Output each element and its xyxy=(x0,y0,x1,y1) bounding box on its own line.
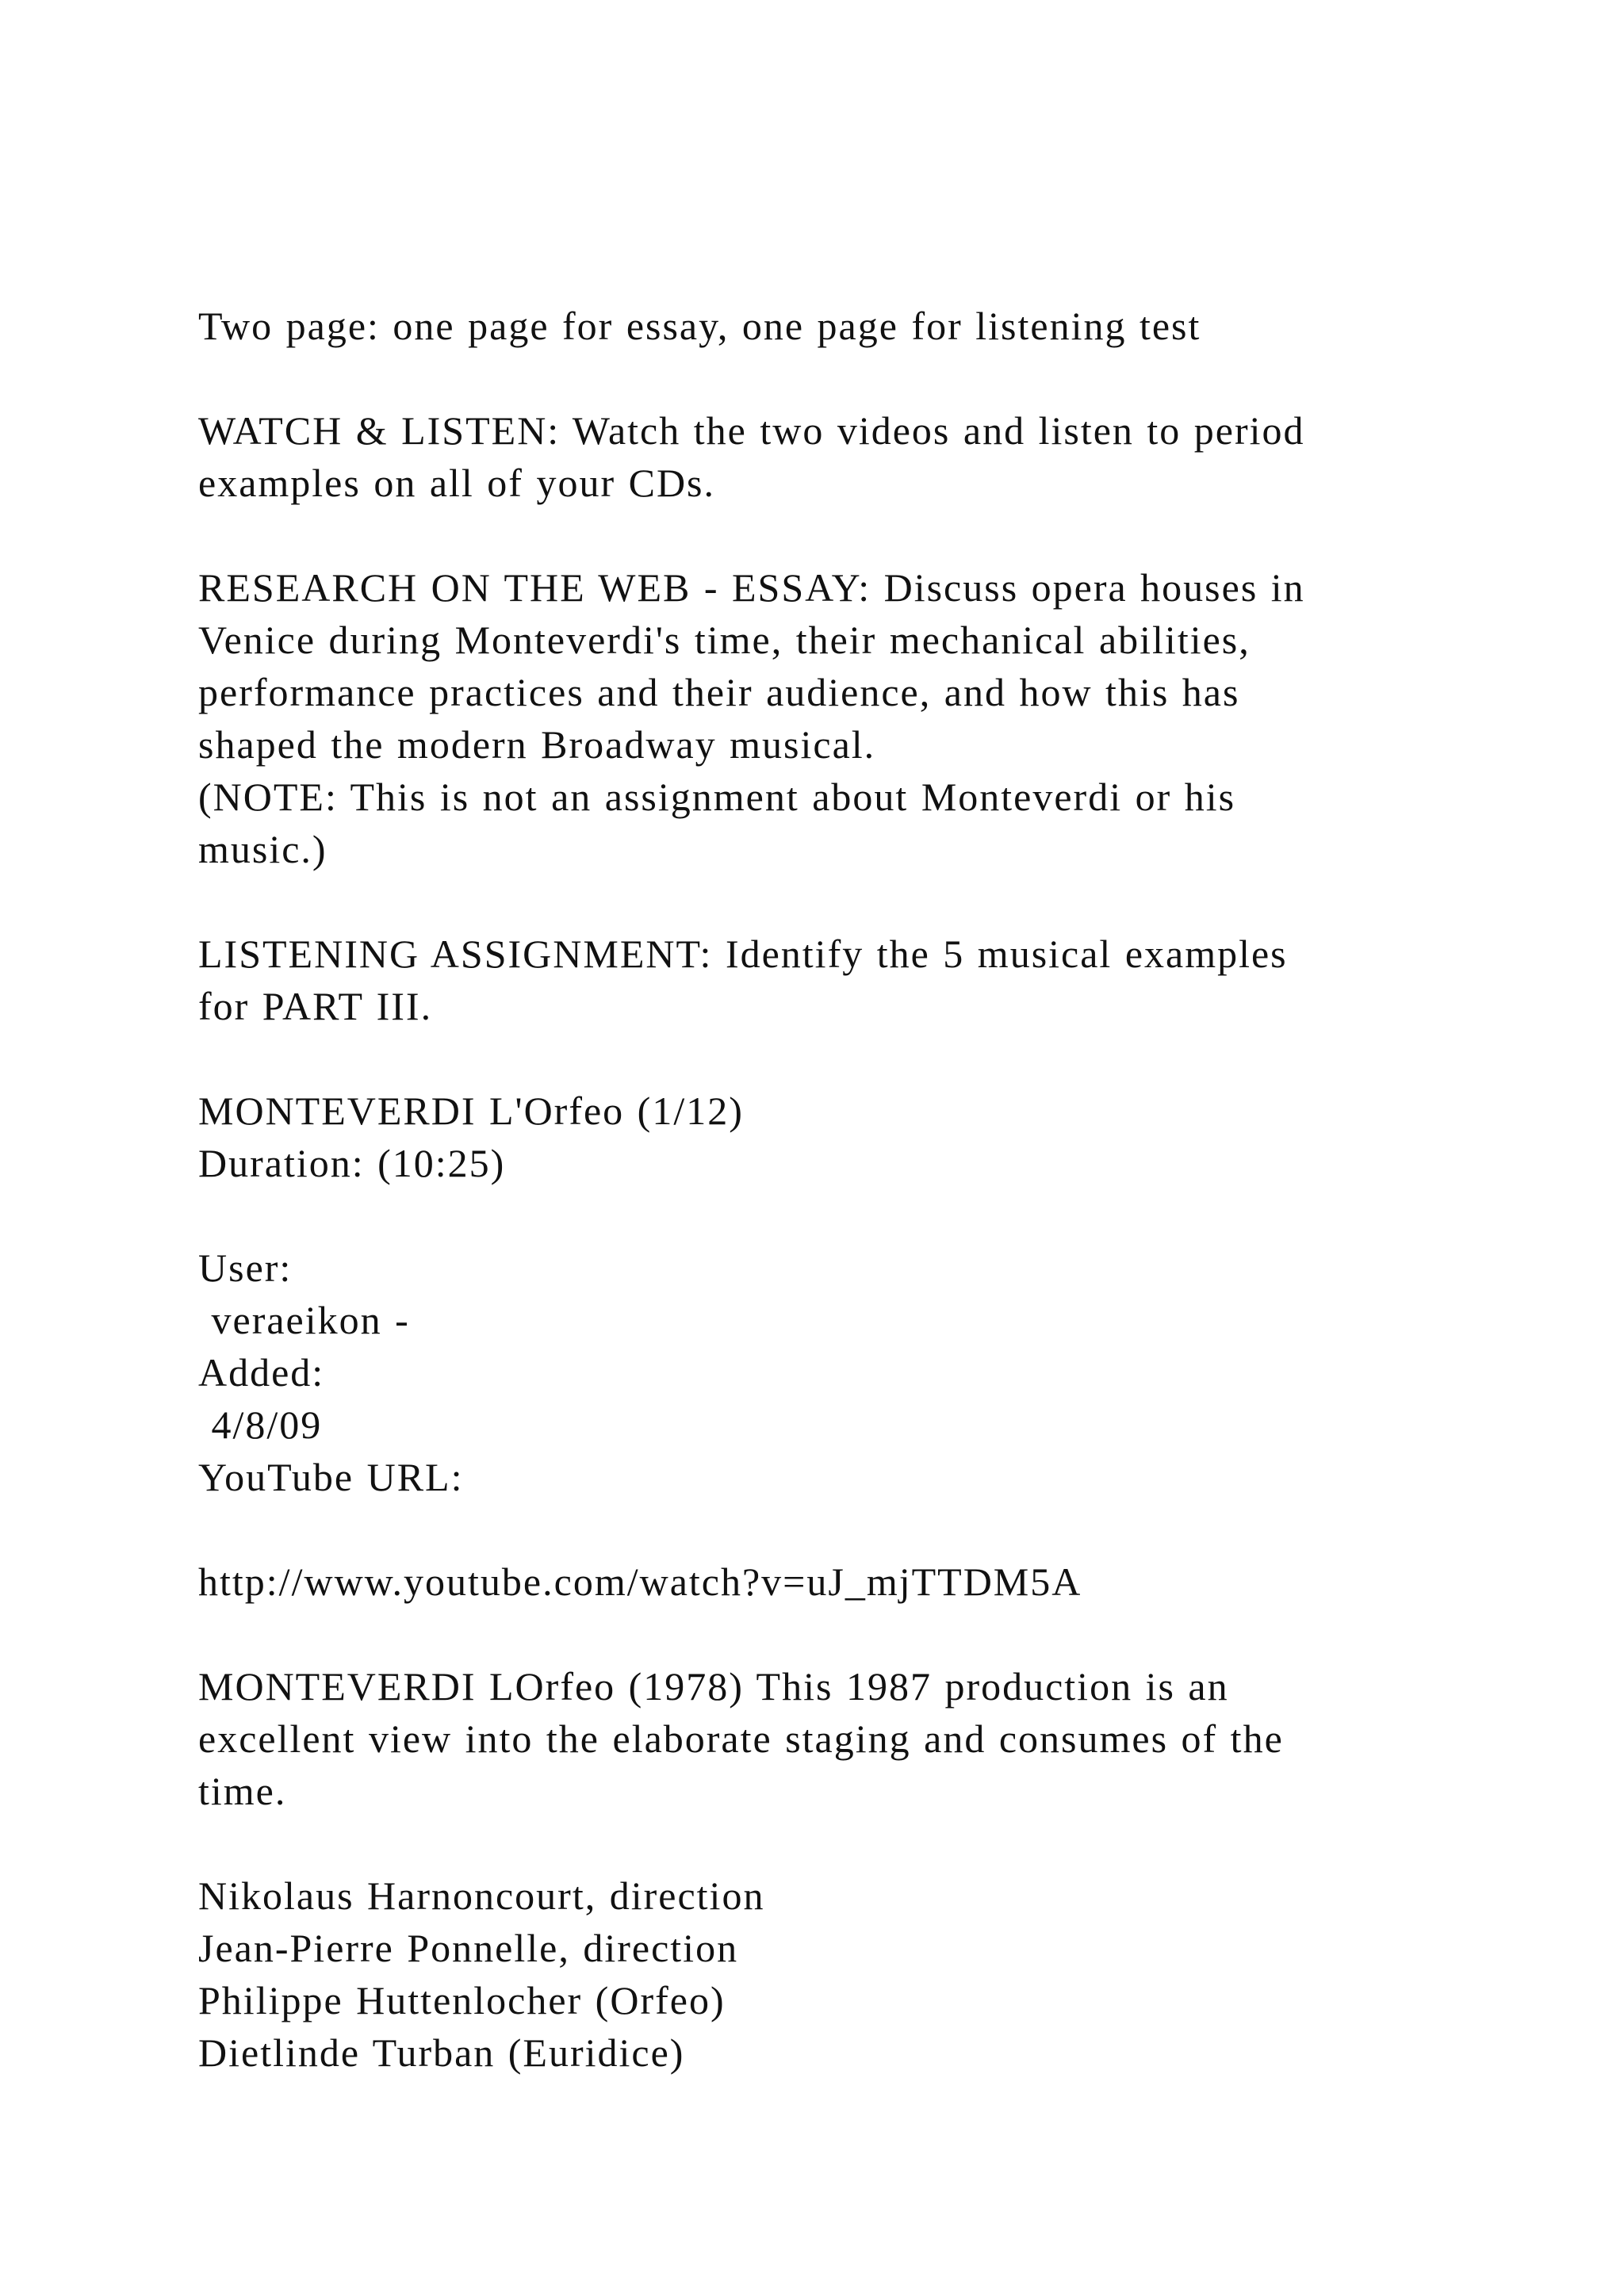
blank-line xyxy=(198,352,1435,404)
blank-line xyxy=(198,875,1435,928)
video-duration: Duration: (10:25) xyxy=(198,1141,506,1185)
blank-line xyxy=(198,1817,1435,1869)
note-line-1: (NOTE: This is not an assignment about Monteverdi or his xyxy=(198,775,1236,819)
production-line-1: MONTEVERDI LOrfeo (1978) This 1987 production is an xyxy=(198,1664,1229,1709)
credit-line: Nikolaus Harnoncourt, direction xyxy=(198,1873,765,1918)
blank-line xyxy=(198,1503,1435,1556)
listening-assignment-line-2: for PART III. xyxy=(198,984,433,1028)
watch-listen-line-2: examples on all of your CDs. xyxy=(198,461,716,505)
research-line-1: RESEARCH ON THE WEB - ESSAY: Discuss opera houses in xyxy=(198,565,1305,610)
video-title: MONTEVERDI L'Orfeo (1/12) xyxy=(198,1089,744,1133)
credit-line: Philippe Huttenlocher (Orfeo) xyxy=(198,1978,726,2022)
youtube-url-link[interactable]: http://www.youtube.com/watch?v=uJ_mjTTDM5A xyxy=(198,1559,1082,1604)
research-line-4: shaped the modern Broadway musical. xyxy=(198,722,876,767)
research-line-2: Venice during Monteverdi's time, their mechanical abilities, xyxy=(198,618,1251,662)
production-line-3: time. xyxy=(198,1769,287,1813)
user-value: veraeikon - xyxy=(198,1298,410,1342)
blank-line xyxy=(198,1189,1435,1242)
blank-line xyxy=(198,1608,1435,1660)
added-value: 4/8/09 xyxy=(198,1402,323,1447)
listening-assignment-line-1: LISTENING ASSIGNMENT: Identify the 5 musical examples xyxy=(198,932,1288,976)
document-body xyxy=(198,300,1435,2079)
user-label: User: xyxy=(198,1246,293,1290)
research-line-3: performance practices and their audience, and how this has xyxy=(198,670,1240,714)
blank-line xyxy=(198,509,1435,561)
credit-line: Jean-Pierre Ponnelle, direction xyxy=(198,1926,739,1970)
note-line-2: music.) xyxy=(198,827,327,871)
added-label: Added: xyxy=(198,1350,325,1395)
blank-line xyxy=(198,1032,1435,1085)
credit-line: Dietlinde Turban (Euridice) xyxy=(198,2030,685,2075)
watch-listen-line-1: WATCH & LISTEN: Watch the two videos and listen to period xyxy=(198,408,1305,453)
youtube-url-label: YouTube URL: xyxy=(198,1455,464,1499)
production-line-2: excellent view into the elaborate staging and consumes of the xyxy=(198,1716,1284,1761)
intro-line: Two page: one page for essay, one page for listening test xyxy=(198,304,1201,348)
